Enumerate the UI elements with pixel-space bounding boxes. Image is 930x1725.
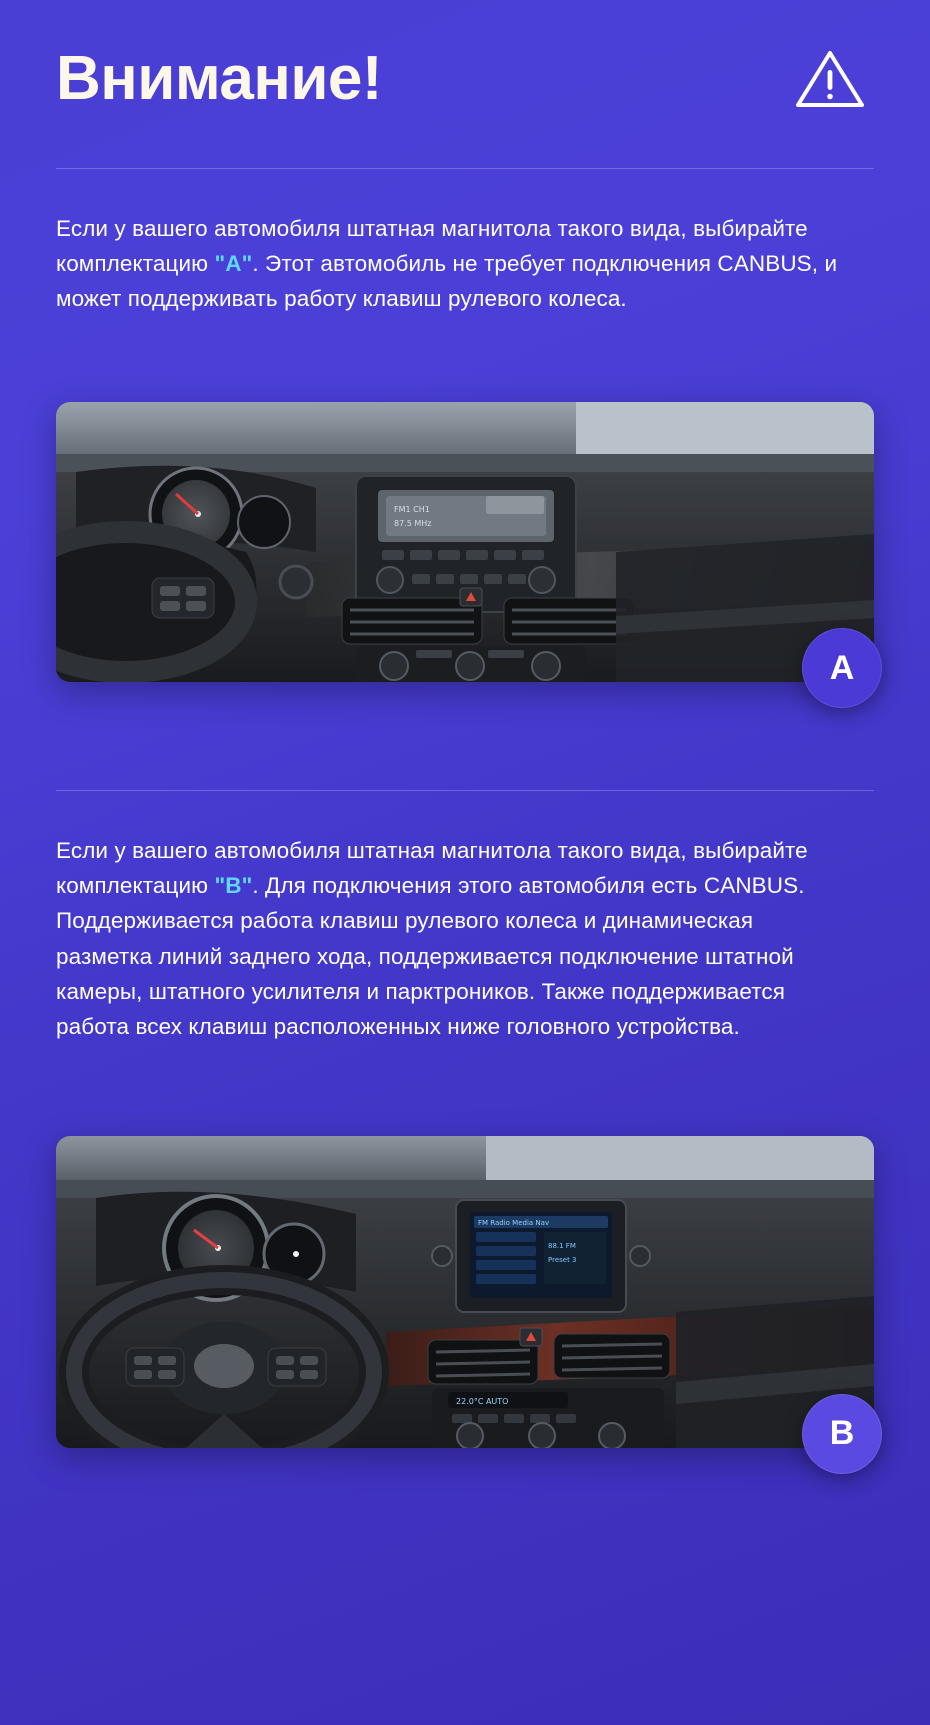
paragraph-a-text-after: . Этот автомобиль не требует подключения CANBUS, и может поддерживать работу клавиш рулевого колеса. <box>56 251 838 312</box>
badge-variant-a: A <box>802 628 882 708</box>
paragraph-b-text-before: Если у вашего автомобиля штатная магнитола такого вида, выбирайте комплектацию <box>56 838 808 899</box>
badge-variant-b: B <box>802 1394 882 1474</box>
paragraph-variant-a <box>56 211 846 316</box>
photo-block-variant-b <box>56 1136 874 1453</box>
dashboard-illustration-b <box>56 1136 874 1448</box>
svg-text:22.0°C AUTO: 22.0°C AUTO <box>456 1396 509 1406</box>
photo-block-variant-a <box>56 402 874 687</box>
svg-text:87.5 MHz: 87.5 MHz <box>394 519 432 529</box>
paragraph-a-text-before: Если у вашего автомобиля штатная магнитола такого вида, выбирайте комплектацию <box>56 216 808 277</box>
paragraph-variant-b <box>56 833 846 1044</box>
svg-text:Preset 3: Preset 3 <box>548 1255 577 1264</box>
dashboard-illustration-a <box>56 402 874 682</box>
page-title: Внимание! <box>56 44 383 113</box>
car-interior-photo-b <box>56 1136 874 1448</box>
svg-text:88.1 FM: 88.1 FM <box>548 1241 576 1250</box>
paragraph-b-text-after: . Для подключения этого автомобиля есть CANBUS. Поддерживается работа клавиш рулевого колеса и динамическая разметка линий заднего хода, поддерживается подключение штатной камеры, штатного усилителя и парктроников. Также поддерживается работа всех клавиш расположенных ниже головного устройства. <box>56 873 805 1039</box>
paragraph-a-accent: "A" <box>214 251 253 277</box>
svg-text:FM Radio Media Nav: FM Radio Media Nav <box>478 1218 550 1227</box>
divider-top <box>56 168 874 169</box>
page-header <box>56 0 874 113</box>
warning-triangle-icon <box>794 48 866 110</box>
car-interior-photo-a <box>56 402 874 682</box>
divider-middle <box>56 790 874 791</box>
paragraph-b-accent: "B" <box>214 873 253 899</box>
svg-text:FM1 CH1: FM1 CH1 <box>394 505 430 515</box>
